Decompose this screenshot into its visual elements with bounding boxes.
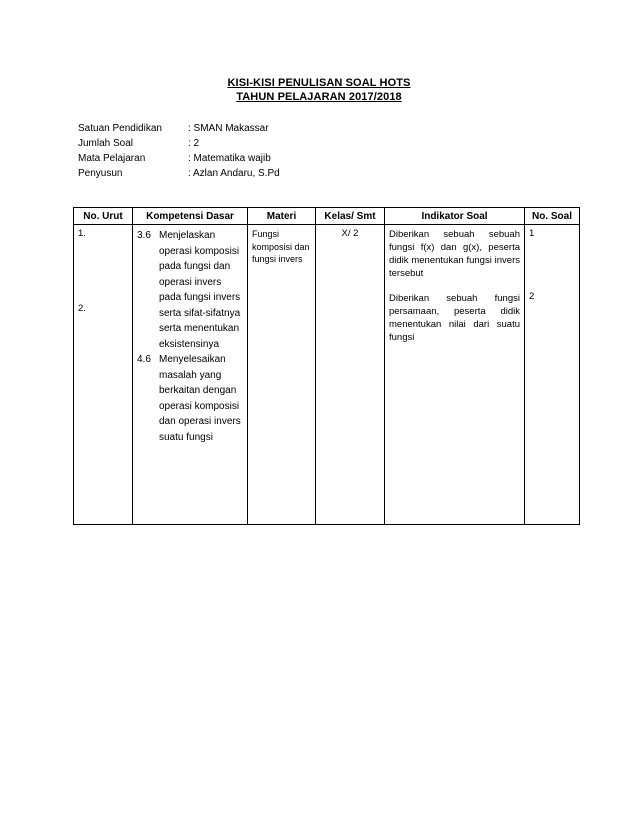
cell-indikator-soal: [385, 225, 525, 525]
header-materi: Materi: [248, 208, 316, 225]
meta-row-satuan: [78, 121, 280, 136]
header-no-urut: No. Urut: [74, 208, 133, 225]
header-indikator-soal: Indikator Soal: [385, 208, 525, 225]
meta-value: : 2: [188, 138, 200, 149]
indikator-item: Diberikan sebuah sebuah fungsi f(x) dan g(x), peserta didik menentukan fungsi invers tersebut: [389, 229, 520, 279]
meta-label: Jumlah Soal: [78, 138, 134, 149]
cell-no-urut: [74, 225, 133, 525]
kompetensi-item: [137, 228, 243, 352]
no-urut-2: 2.: [78, 303, 86, 314]
kisi-kisi-table: [73, 207, 580, 525]
meta-value: : Matematika wajib: [188, 153, 271, 164]
table-row: [74, 225, 580, 525]
meta-label: Satuan Pendidikan: [78, 123, 162, 134]
document-meta: [78, 121, 280, 181]
no-urut-1: 1.: [78, 228, 86, 239]
no-soal-1: 1: [529, 228, 535, 239]
kompetensi-item: [137, 352, 243, 445]
no-soal-2: 2: [529, 291, 535, 302]
meta-value: : SMAN Makassar: [188, 123, 269, 134]
meta-row-jumlah: [78, 136, 280, 151]
meta-row-mapel: [78, 151, 280, 166]
meta-value: : Azlan Andaru, S.Pd: [188, 168, 280, 179]
cell-kompetensi-dasar: [133, 225, 248, 525]
header-no-soal: No. Soal: [525, 208, 580, 225]
meta-label: Penyusun: [78, 168, 123, 179]
header-kelas-smt: Kelas/ Smt: [316, 208, 385, 225]
meta-label: Mata Pelajaran: [78, 153, 146, 164]
table-header-row: [74, 208, 580, 225]
cell-materi: Fungsi komposisi dan fungsi invers: [248, 225, 316, 525]
indikator-item: Diberikan sebuah fungsi persamaan, peserta didik menentukan nilai dari suatu fungsi: [389, 293, 520, 343]
cell-kelas-smt: X/ 2: [316, 225, 385, 525]
kompetensi-number: 4.6: [137, 354, 151, 365]
document-title-line2: TAHUN PELAJARAN 2017/2018: [236, 91, 402, 103]
document-title-line1: KISI-KISI PENULISAN SOAL HOTS: [227, 77, 411, 89]
kompetensi-number: 3.6: [137, 230, 151, 241]
kompetensi-text: Menyelesaikan masalah yang berkaitan dengan operasi komposisi dan operasi invers suatu fungsi: [159, 354, 241, 443]
kompetensi-text: Menjelaskan operasi komposisi pada fungsi dan operasi invers pada fungsi invers serta sifat-sifatnya serta menentukan eksistensinya: [159, 230, 241, 350]
meta-row-penyusun: [78, 166, 280, 181]
cell-no-soal: [525, 225, 580, 525]
header-kompetensi-dasar: Kompetensi Dasar: [133, 208, 248, 225]
